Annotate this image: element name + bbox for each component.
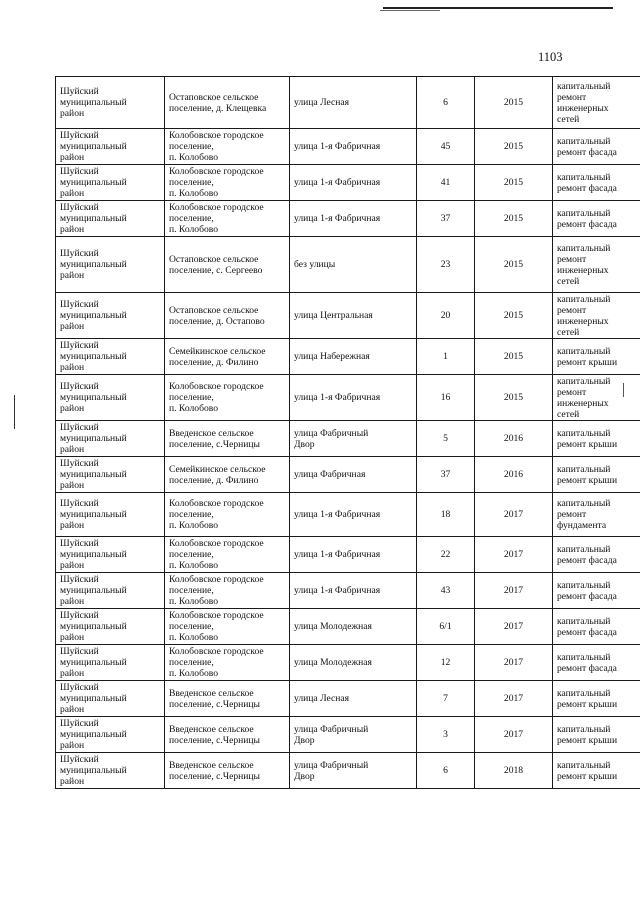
- work-type-cell-text: капитальный ремонт крыши: [557, 759, 618, 782]
- year-cell: [475, 375, 553, 421]
- settlement-cell-text: Колобовское городское поселение, п. Колобово: [169, 130, 264, 163]
- house-number-cell: [417, 717, 475, 753]
- work-type-cell: [553, 77, 640, 129]
- house-number-cell-text: 37: [440, 469, 451, 480]
- settlement-cell-text: Введенское сельское поселение, с.Черницы: [169, 759, 260, 782]
- settlement-cell-text: Колобовское городское поселение, п. Колобово: [169, 610, 264, 643]
- district-cell: [56, 573, 165, 609]
- house-number-cell-text: 41: [440, 177, 451, 188]
- table-row: [56, 293, 640, 339]
- district-cell: [56, 609, 165, 645]
- settlement-cell: [165, 165, 290, 201]
- house-number-cell-text: 6: [443, 97, 448, 108]
- settlement-cell: [165, 717, 290, 753]
- district-cell: [56, 457, 165, 493]
- settlement-cell: [165, 293, 290, 339]
- table-row: [56, 681, 640, 717]
- work-type-cell-text: капитальный ремонт инженерных сетей: [557, 242, 611, 287]
- year-cell: [475, 717, 553, 753]
- settlement-cell: [165, 201, 290, 237]
- settlement-cell-text: Остаповское сельское поселение, д. Остапово: [169, 304, 265, 327]
- work-type-cell: [553, 421, 640, 457]
- table-row: [56, 493, 640, 537]
- district-cell: [56, 493, 165, 537]
- year-cell: [475, 77, 553, 129]
- work-type-cell-text: капитальный ремонт фасада: [557, 171, 617, 194]
- house-number-cell: [417, 375, 475, 421]
- street-cell: [290, 753, 417, 789]
- district-cell-text: Шуйский муниципальный район: [60, 166, 127, 199]
- house-number-cell-text: 7: [443, 693, 448, 704]
- year-cell: [475, 339, 553, 375]
- house-number-cell-text: 23: [440, 259, 451, 270]
- district-cell: [56, 645, 165, 681]
- work-type-cell: [553, 339, 640, 375]
- settlement-cell: [165, 421, 290, 457]
- district-cell-text: Шуйский муниципальный район: [60, 86, 127, 119]
- settlement-cell: [165, 77, 290, 129]
- year-cell: [475, 573, 553, 609]
- street-cell: [290, 537, 417, 573]
- district-cell: [56, 537, 165, 573]
- street-cell: [290, 129, 417, 165]
- district-cell: [56, 77, 165, 129]
- settlement-cell-text: Введенское сельское поселение, с.Черницы: [169, 427, 260, 450]
- house-number-cell: [417, 681, 475, 717]
- street-cell-text: улица Фабричный Двор: [294, 723, 369, 746]
- year-cell: [475, 537, 553, 573]
- street-cell: [290, 293, 417, 339]
- house-number-cell: [417, 339, 475, 375]
- street-cell: [290, 645, 417, 681]
- work-type-cell-text: капитальный ремонт инженерных сетей: [557, 293, 611, 338]
- work-type-cell: [553, 645, 640, 681]
- table-row: [56, 645, 640, 681]
- district-cell-text: Шуйский муниципальный район: [60, 130, 127, 163]
- house-number-cell-text: 20: [440, 310, 451, 321]
- street-cell: [290, 421, 417, 457]
- year-cell: [475, 201, 553, 237]
- house-number-cell-text: 16: [440, 392, 451, 403]
- district-cell-text: Шуйский муниципальный район: [60, 574, 127, 607]
- work-type-cell: [553, 493, 640, 537]
- settlement-cell-text: Остаповское сельское поселение, д. Клещевка: [169, 91, 267, 114]
- year-cell-text: 2017: [503, 729, 524, 740]
- street-cell-text: улица 1-я Фабричная: [294, 213, 381, 224]
- street-cell: [290, 77, 417, 129]
- street-cell: [290, 165, 417, 201]
- street-cell-text: улица Фабричный Двор: [294, 759, 369, 782]
- table-row: [56, 201, 640, 237]
- year-cell: [475, 421, 553, 457]
- house-number-cell: [417, 573, 475, 609]
- house-number-cell: [417, 201, 475, 237]
- registry-table: [55, 76, 640, 789]
- work-type-cell: [553, 573, 640, 609]
- district-cell: [56, 421, 165, 457]
- settlement-cell-text: Остаповское сельское поселение, с. Сергеево: [169, 253, 263, 276]
- work-type-cell: [553, 293, 640, 339]
- district-cell-text: Шуйский муниципальный район: [60, 458, 127, 491]
- street-cell: [290, 457, 417, 493]
- house-number-cell-text: 22: [440, 549, 451, 560]
- year-cell-text: 2016: [503, 469, 524, 480]
- house-number-cell: [417, 237, 475, 293]
- house-number-cell-text: 5: [443, 433, 448, 444]
- house-number-cell: [417, 753, 475, 789]
- work-type-cell: [553, 375, 640, 421]
- work-type-cell-text: капитальный ремонт крыши: [557, 345, 618, 368]
- house-number-cell-text: 3: [443, 729, 448, 740]
- year-cell-text: 2017: [503, 657, 524, 668]
- year-cell: [475, 645, 553, 681]
- table-row: [56, 421, 640, 457]
- work-type-cell-text: капитальный ремонт фундамента: [557, 498, 611, 531]
- table-row: [56, 77, 640, 129]
- top-rule: [383, 7, 613, 9]
- street-cell: [290, 573, 417, 609]
- house-number-cell: [417, 493, 475, 537]
- street-cell-text: без улицы: [294, 259, 336, 270]
- house-number-cell-text: 18: [440, 509, 451, 520]
- settlement-cell-text: Колобовское городское поселение, п. Колобово: [169, 538, 264, 571]
- year-cell-text: 2017: [503, 549, 524, 560]
- street-cell-text: улица 1-я Фабричная: [294, 509, 381, 520]
- work-type-cell-text: капитальный ремонт фасада: [557, 615, 617, 638]
- district-cell: [56, 717, 165, 753]
- settlement-cell: [165, 237, 290, 293]
- house-number-cell-text: 37: [440, 213, 451, 224]
- year-cell-text: 2018: [503, 765, 524, 776]
- settlement-cell: [165, 493, 290, 537]
- district-cell: [56, 681, 165, 717]
- settlement-cell: [165, 339, 290, 375]
- street-cell-text: улица 1-я Фабричная: [294, 392, 381, 403]
- house-number-cell: [417, 537, 475, 573]
- street-cell: [290, 717, 417, 753]
- house-number-cell-text: 12: [440, 657, 451, 668]
- street-cell-text: улица Фабричный Двор: [294, 427, 369, 450]
- street-cell-text: улица Лесная: [294, 693, 350, 704]
- street-cell-text: улица Молодежная: [294, 621, 372, 632]
- street-cell-text: улица 1-я Фабричная: [294, 177, 381, 188]
- house-number-cell: [417, 645, 475, 681]
- settlement-cell-text: Колобовское городское поселение, п. Колобово: [169, 574, 264, 607]
- year-cell-text: 2015: [503, 213, 524, 224]
- work-type-cell-text: капитальный ремонт крыши: [557, 427, 618, 450]
- district-cell-text: Шуйский муниципальный район: [60, 682, 127, 715]
- street-cell: [290, 681, 417, 717]
- house-number-cell: [417, 609, 475, 645]
- settlement-cell: [165, 573, 290, 609]
- house-number-cell: [417, 457, 475, 493]
- settlement-cell: [165, 681, 290, 717]
- work-type-cell: [553, 129, 640, 165]
- district-cell: [56, 165, 165, 201]
- page-number: 1103: [538, 50, 563, 64]
- table-row: [56, 609, 640, 645]
- street-cell-text: улица Центральная: [294, 310, 373, 321]
- table-row: [56, 537, 640, 573]
- year-cell-text: 2015: [503, 351, 524, 362]
- street-cell: [290, 201, 417, 237]
- house-number-cell: [417, 77, 475, 129]
- work-type-cell-text: капитальный ремонт фасада: [557, 651, 617, 674]
- district-cell-text: Шуйский муниципальный район: [60, 718, 127, 751]
- district-cell-text: Шуйский муниципальный район: [60, 422, 127, 455]
- year-cell-text: 2017: [503, 693, 524, 704]
- street-cell: [290, 493, 417, 537]
- work-type-cell: [553, 717, 640, 753]
- district-cell-text: Шуйский муниципальный район: [60, 538, 127, 571]
- year-cell: [475, 165, 553, 201]
- settlement-cell-text: Колобовское городское поселение, п. Колобово: [169, 498, 264, 531]
- work-type-cell-text: капитальный ремонт крыши: [557, 723, 618, 746]
- year-cell: [475, 681, 553, 717]
- year-cell: [475, 753, 553, 789]
- street-cell-text: улица Фабричная: [294, 469, 366, 480]
- street-cell-text: улица 1-я Фабричная: [294, 585, 381, 596]
- district-cell-text: Шуйский муниципальный район: [60, 340, 127, 373]
- work-type-cell: [553, 201, 640, 237]
- district-cell-text: Шуйский муниципальный район: [60, 381, 127, 414]
- top-rule-secondary: [380, 10, 440, 11]
- year-cell-text: 2017: [503, 509, 524, 520]
- street-cell-text: улица Набережная: [294, 351, 370, 362]
- district-cell: [56, 293, 165, 339]
- district-cell-text: Шуйский муниципальный район: [60, 299, 127, 332]
- work-type-cell-text: капитальный ремонт инженерных сетей: [557, 375, 611, 420]
- district-cell-text: Шуйский муниципальный район: [60, 646, 127, 679]
- work-type-cell-text: капитальный ремонт фасада: [557, 135, 617, 158]
- year-cell: [475, 457, 553, 493]
- settlement-cell: [165, 537, 290, 573]
- house-number-cell-text: 43: [440, 585, 451, 596]
- work-type-cell-text: капитальный ремонт фасада: [557, 543, 617, 566]
- year-cell: [475, 237, 553, 293]
- table-row: [56, 237, 640, 293]
- house-number-cell-text: 6/1: [439, 621, 452, 632]
- work-type-cell: [553, 237, 640, 293]
- year-cell-text: 2017: [503, 621, 524, 632]
- district-cell: [56, 201, 165, 237]
- year-cell-text: 2015: [503, 141, 524, 152]
- table-row: [56, 339, 640, 375]
- street-cell: [290, 237, 417, 293]
- year-cell-text: 2015: [503, 392, 524, 403]
- year-cell: [475, 129, 553, 165]
- street-cell: [290, 339, 417, 375]
- year-cell-text: 2015: [503, 97, 524, 108]
- year-cell-text: 2015: [503, 177, 524, 188]
- settlement-cell: [165, 645, 290, 681]
- settlement-cell: [165, 609, 290, 645]
- settlement-cell-text: Колобовское городское поселение, п. Колобово: [169, 166, 264, 199]
- work-type-cell: [553, 457, 640, 493]
- house-number-cell-text: 6: [443, 765, 448, 776]
- table-row: [56, 165, 640, 201]
- settlement-cell-text: Колобовское городское поселение, п. Колобово: [169, 381, 264, 414]
- district-cell-text: Шуйский муниципальный район: [60, 202, 127, 235]
- year-cell-text: 2015: [503, 259, 524, 270]
- margin-mark-left: [14, 395, 15, 429]
- house-number-cell: [417, 165, 475, 201]
- district-cell: [56, 753, 165, 789]
- table-row: [56, 375, 640, 421]
- settlement-cell: [165, 753, 290, 789]
- year-cell: [475, 609, 553, 645]
- work-type-cell: [553, 537, 640, 573]
- work-type-cell-text: капитальный ремонт крыши: [557, 463, 618, 486]
- district-cell-text: Шуйский муниципальный район: [60, 498, 127, 531]
- street-cell-text: улица 1-я Фабричная: [294, 141, 381, 152]
- work-type-cell-text: капитальный ремонт крыши: [557, 687, 618, 710]
- table-row: [56, 129, 640, 165]
- year-cell-text: 2016: [503, 433, 524, 444]
- work-type-cell-text: капитальный ремонт фасада: [557, 207, 617, 230]
- settlement-cell: [165, 375, 290, 421]
- year-cell: [475, 493, 553, 537]
- street-cell: [290, 609, 417, 645]
- settlement-cell-text: Введенское сельское поселение, с.Черницы: [169, 723, 260, 746]
- table-row: [56, 573, 640, 609]
- district-cell: [56, 237, 165, 293]
- house-number-cell: [417, 421, 475, 457]
- district-cell: [56, 339, 165, 375]
- settlement-cell: [165, 129, 290, 165]
- registry-table-body: [56, 77, 640, 789]
- house-number-cell: [417, 129, 475, 165]
- work-type-cell: [553, 609, 640, 645]
- table-row: [56, 753, 640, 789]
- settlement-cell-text: Семейкинское сельское поселение, д. Филино: [169, 345, 266, 368]
- house-number-cell-text: 45: [440, 141, 451, 152]
- street-cell: [290, 375, 417, 421]
- work-type-cell-text: капитальный ремонт инженерных сетей: [557, 80, 611, 125]
- district-cell: [56, 375, 165, 421]
- settlement-cell: [165, 457, 290, 493]
- year-cell-text: 2017: [503, 585, 524, 596]
- house-number-cell: [417, 293, 475, 339]
- street-cell-text: улица 1-я Фабричная: [294, 549, 381, 560]
- settlement-cell-text: Колобовское городское поселение, п. Колобово: [169, 646, 264, 679]
- settlement-cell-text: Введенское сельское поселение, с.Черницы: [169, 687, 260, 710]
- settlement-cell-text: Колобовское городское поселение, п. Колобово: [169, 202, 264, 235]
- street-cell-text: улица Молодежная: [294, 657, 372, 668]
- work-type-cell: [553, 681, 640, 717]
- table-row: [56, 717, 640, 753]
- table-row: [56, 457, 640, 493]
- district-cell-text: Шуйский муниципальный район: [60, 248, 127, 281]
- street-cell-text: улица Лесная: [294, 97, 350, 108]
- year-cell-text: 2015: [503, 310, 524, 321]
- work-type-cell: [553, 165, 640, 201]
- district-cell: [56, 129, 165, 165]
- settlement-cell-text: Семейкинское сельское поселение, д. Филино: [169, 463, 266, 486]
- house-number-cell-text: 1: [443, 351, 448, 362]
- year-cell: [475, 293, 553, 339]
- work-type-cell-text: капитальный ремонт фасада: [557, 579, 617, 602]
- district-cell-text: Шуйский муниципальный район: [60, 754, 127, 787]
- district-cell-text: Шуйский муниципальный район: [60, 610, 127, 643]
- work-type-cell: [553, 753, 640, 789]
